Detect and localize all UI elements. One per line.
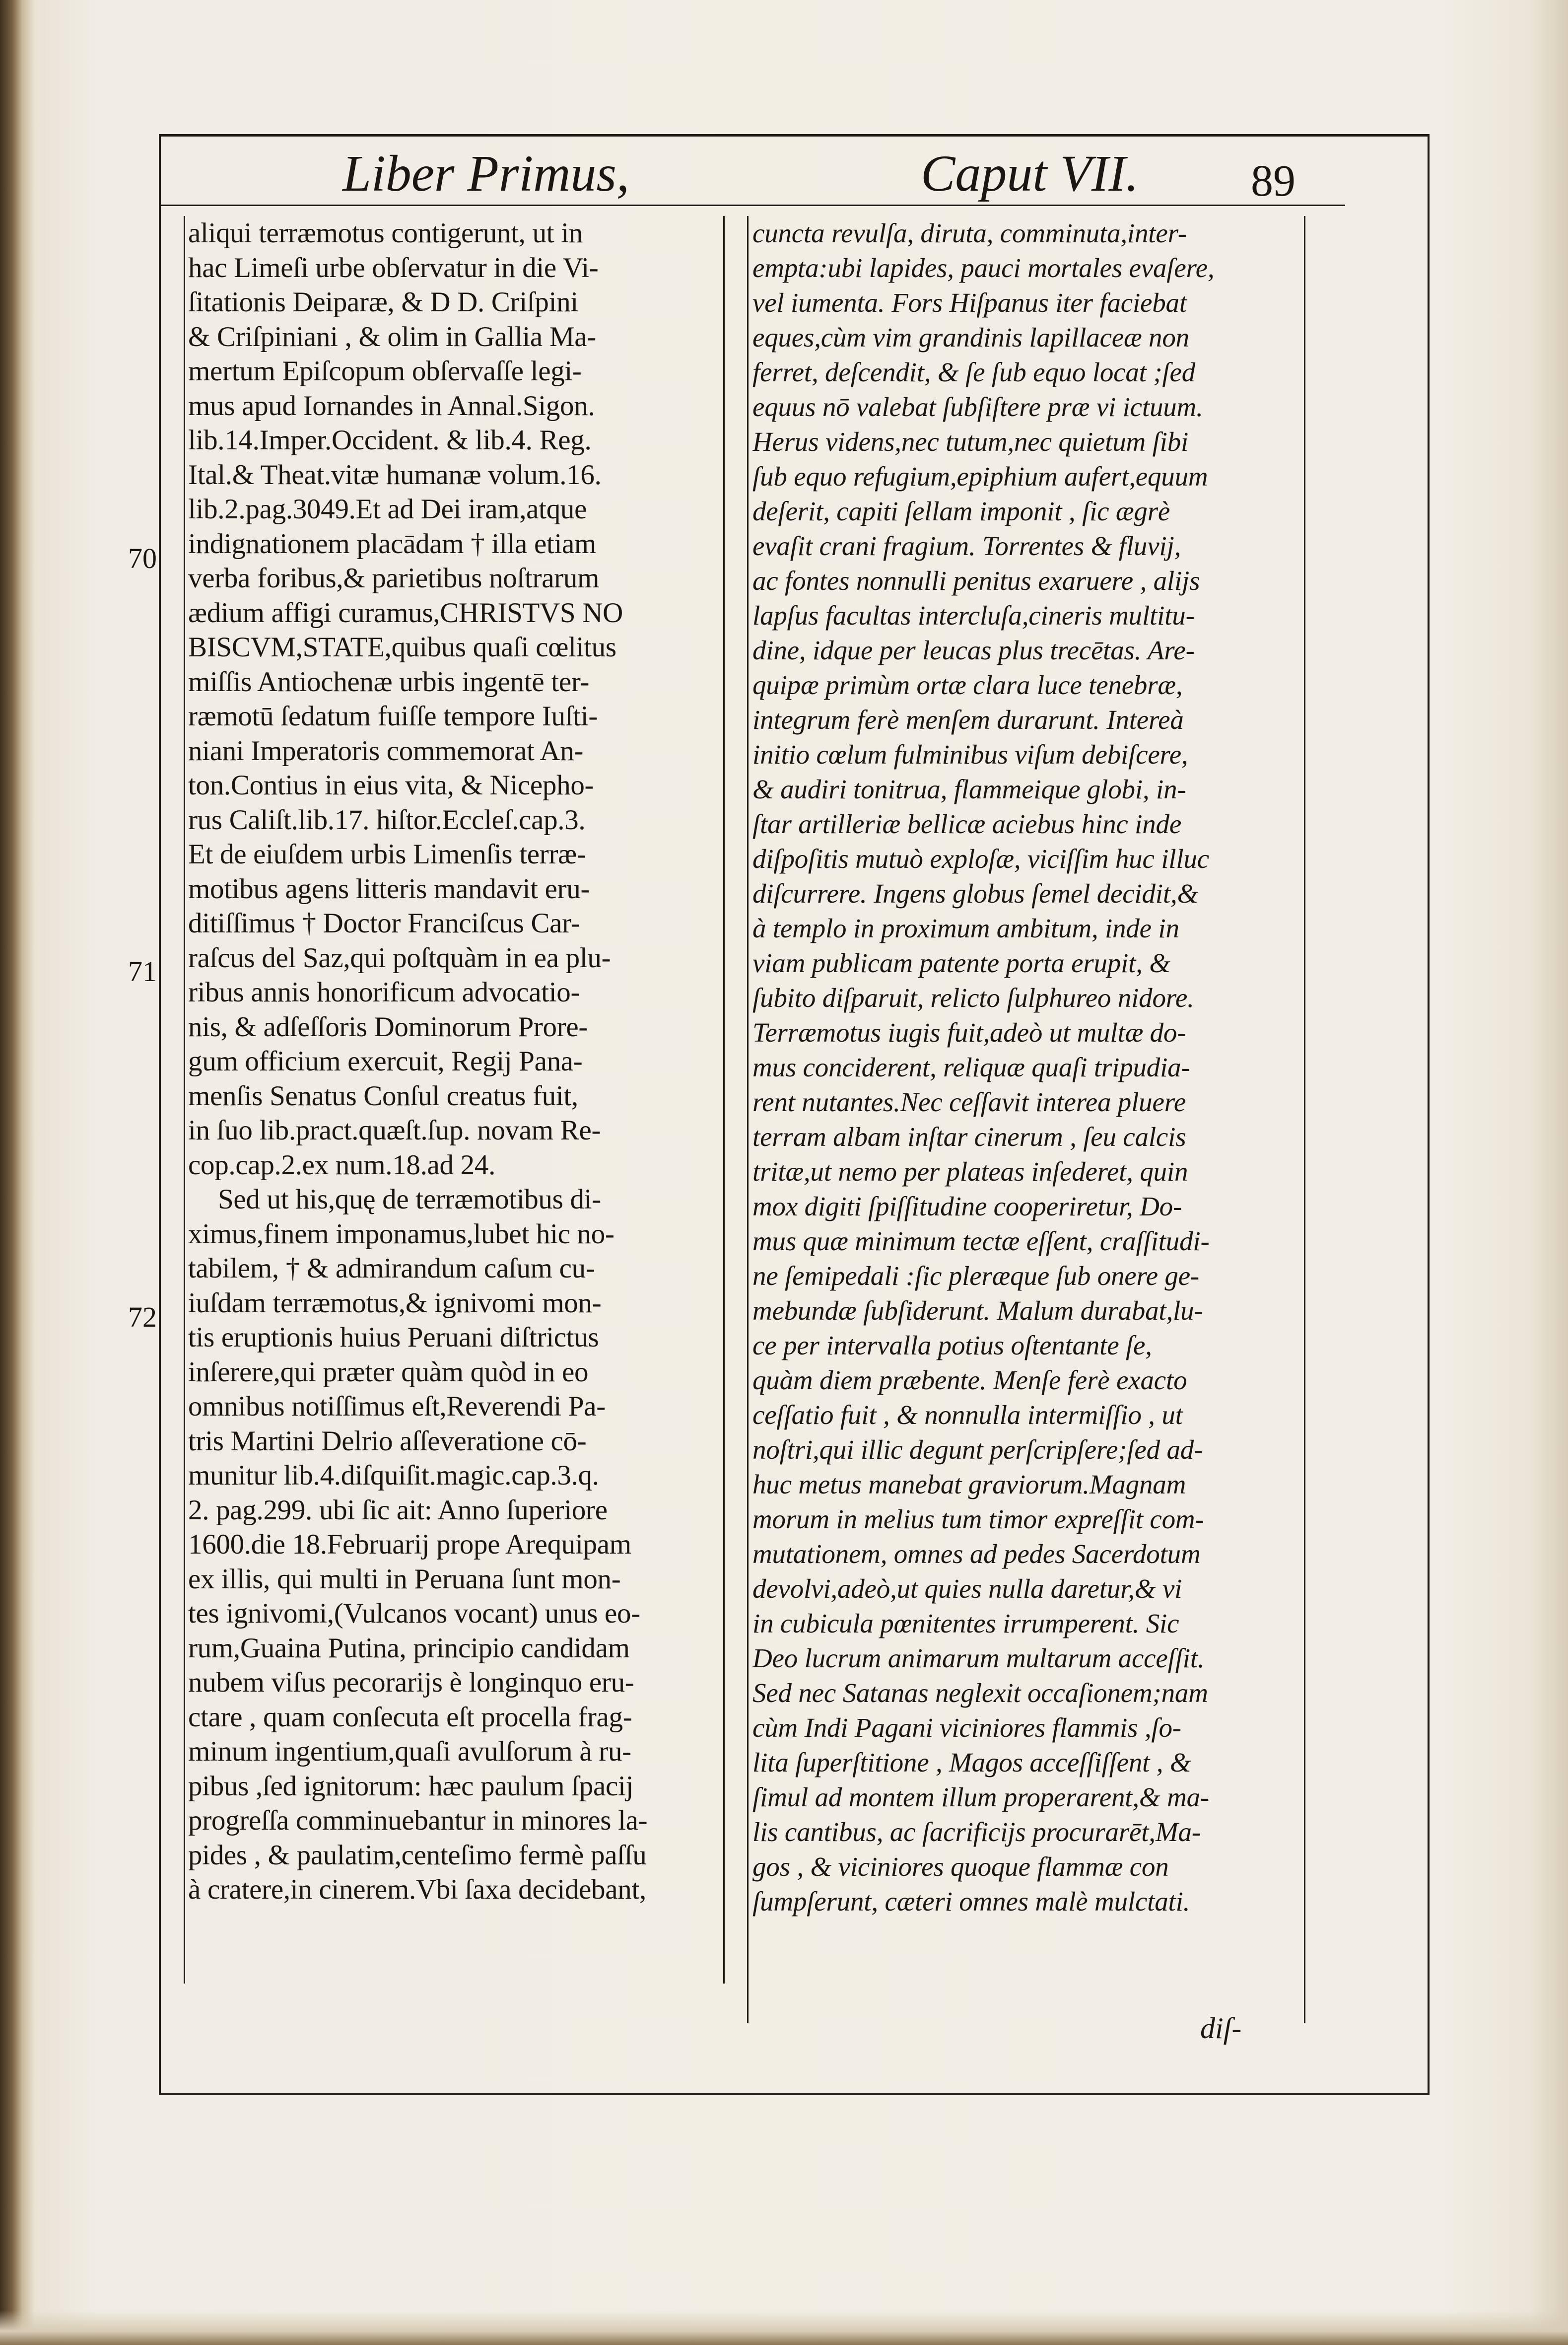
text-line: rus Caliſt.lib.17. hiſtor.Eccleſ.cap.3.: [188, 804, 586, 836]
text-line: progreſſa comminuebantur in minores la-: [188, 1805, 648, 1836]
text-line: diſpoſitis mutuò exploſæ, viciſſim huc illuc: [752, 844, 1209, 874]
text-line: & Criſpiniani , & olim in Gallia Ma-: [188, 321, 596, 353]
text-line: pides , & paulatim,centeſimo fermè paſſu: [188, 1839, 647, 1871]
text-line: equus nō valebat ſubſiſtere præ vi ictuum.: [752, 392, 1203, 422]
text-line: mebundæ ſubſiderunt. Malum durabat,lu-: [752, 1295, 1203, 1326]
text-line: mus quæ minimum tectæ eſſent, craſſitudi-: [752, 1226, 1210, 1256]
text-line: quipæ primùm ortæ clara luce tenebræ,: [752, 670, 1183, 700]
text-line: tris Martini Delrio aſſeveratione cō-: [188, 1425, 587, 1457]
text-line: tis eruptionis huius Peruani diſtrictus: [188, 1322, 599, 1353]
text-line: menſis Senatus Conſul creatus fuit,: [188, 1080, 578, 1112]
text-line: ſumpſerunt, cæteri omnes malè mulctati.: [752, 1886, 1190, 1917]
text-line: BISCVM,STATE,quibus quaſi cœlitus: [188, 632, 616, 663]
text-line: niani Imperatoris commemorat An-: [188, 735, 584, 767]
text-line: & audiri tonitrua, flammeique globi, in-: [752, 774, 1186, 804]
running-head-book: Liber Primus,: [342, 145, 629, 202]
text-line: evaſit crani fragium. Torrentes & fluvij,: [752, 531, 1181, 561]
text-line: ex illis, qui multi in Peruana ſunt mon-: [188, 1563, 621, 1595]
text-line: Herus videns,nec tutum,nec quietum ſibi: [752, 426, 1189, 457]
text-line: ton.Contius in eius vita, & Nicepho-: [188, 770, 594, 801]
text-line: vel iumenta. Fors Hiſpanus iter faciebat: [752, 287, 1187, 318]
text-line: ſitationis Deiparæ, & D D. Criſpini: [188, 286, 578, 318]
text-line: inſerere,qui præter quàm quòd in eo: [188, 1356, 589, 1388]
text-line: initio cœlum fulminibus viſum debiſcere,: [752, 739, 1188, 770]
text-line: integrum ferè menſem durarunt. Intereà: [752, 705, 1184, 735]
text-line: morum in melius tum timor expreſſit com-: [752, 1504, 1204, 1534]
right-text-column: [747, 216, 1305, 2023]
text-line: rum,Guaina Putina, principio candidam: [188, 1632, 630, 1664]
text-line: gum officium exercuit, Regij Pana-: [188, 1046, 583, 1077]
text-line: ſtar artilleriæ bellicæ aciebus hinc inde: [752, 809, 1182, 839]
left-text-column: [184, 216, 725, 1984]
text-line: mus apud Iornandes in Annal.Sigon.: [188, 390, 595, 422]
text-line: tritæ,ut nemo per plateas inſederet, quin: [752, 1156, 1188, 1187]
text-line: iuſdam terræmotus,& ignivomi mon-: [188, 1287, 602, 1319]
text-line: ſub equo refugium,epiphium aufert,equum: [752, 461, 1208, 492]
text-line: hac Limeſi urbe obſervatur in die Vi-: [188, 252, 599, 284]
text-line: diſcurrere. Ingens globus ſemel decidit,&: [752, 878, 1199, 909]
text-line: cùm Indi Pagani viciniores flammis ,ſo-: [752, 1712, 1181, 1743]
text-line: ditiſſimus † Doctor Franciſcus Car-: [188, 908, 580, 939]
text-line: rent nutantes.Nec ceſſavit interea pluere: [752, 1087, 1186, 1117]
text-line: ne ſemipedali :ſic pleræque ſub onere ge-: [752, 1261, 1200, 1291]
text-line: lapſus facultas intercluſa,cineris multitu-: [752, 600, 1195, 631]
text-line: ræmotū ſedatum fuiſſe tempore Iuſti-: [188, 701, 598, 732]
text-line: mertum Epiſcopum obſervaſſe legi-: [188, 355, 582, 387]
text-line: lis cantibus, ac ſacrificijs procurarēt,Ma-: [752, 1817, 1201, 1847]
page-edge: [0, 2310, 1568, 2345]
text-line: omnibus notiſſimus eſt,Reverendi Pa-: [188, 1391, 606, 1422]
catchword: diſ-: [1200, 2012, 1242, 2045]
text-line: mox digiti ſpiſſitudine cooperiretur, Do-: [752, 1191, 1182, 1221]
text-line: nubem viſus pecorarijs è longinquo eru-: [188, 1667, 634, 1698]
text-line: cop.cap.2.ex num.18.ad 24.: [188, 1149, 496, 1181]
text-line: ceſſatio fuit , & nonnulla intermiſſio , ut: [752, 1400, 1183, 1430]
text-line: Et de eiuſdem urbis Limenſis terræ-: [188, 839, 586, 870]
text-line: miſſis Antiochenæ urbis ingentē ter-: [188, 666, 590, 698]
text-line: 1600.die 18.Februarij prope Arequipam: [188, 1529, 631, 1560]
text-line: à templo in proximum ambitum, inde in: [752, 913, 1179, 943]
text-line: pibus ,ſed ignitorum: hæc paulum ſpacij: [188, 1770, 634, 1802]
text-line: huc metus manebat graviorum.Magnam: [752, 1469, 1186, 1499]
text-line: ximus,finem imponamus,lubet hic no-: [188, 1218, 614, 1250]
text-line: minum ingentium,quaſi avulſorum à ru-: [188, 1736, 631, 1767]
text-line: nis, & adſeſſoris Dominorum Prore-: [188, 1011, 588, 1043]
text-line: deſerit, capiti ſellam imponit , ſic ægrè: [752, 496, 1170, 526]
text-line: devolvi,adeò,ut quies nulla daretur,& vi: [752, 1573, 1182, 1604]
text-line: ctare , quam conſecuta eſt procella frag-: [188, 1701, 632, 1733]
text-line: ribus annis honorificum advocatio-: [188, 977, 580, 1008]
text-line: gos , & viciniores quoque flammæ con: [752, 1851, 1169, 1882]
text-line: terram albam inſtar cinerum , ſeu calcis: [752, 1122, 1186, 1152]
text-line: verba foribus,& parietibus noſtrarum: [188, 563, 600, 594]
text-line: tabilem, † & admirandum caſum cu-: [188, 1253, 595, 1284]
text-line: tes ignivomi,(Vulcanos vocant) unus eo-: [188, 1598, 640, 1629]
text-line: mutationem, omnes ad pedes Sacerdotum: [752, 1539, 1201, 1569]
text-line: Deo lucrum animarum multarum acceſſit.: [752, 1643, 1205, 1673]
margin-number: 71: [128, 955, 157, 988]
text-line: eques,cùm vim grandinis lapillaceæ non: [752, 322, 1189, 353]
text-line: cuncta revulſa, diruta, comminuta,inter-: [752, 218, 1187, 248]
text-line: lib.2.pag.3049.Et ad Dei iram,atque: [188, 494, 587, 525]
text-line: ſimul ad montem illum properarent,& ma-: [752, 1782, 1210, 1812]
header-rule: [159, 205, 1345, 206]
running-head-chapter: Caput VII.: [921, 145, 1139, 202]
text-line: in ſuo lib.pract.quæſt.ſup. novam Re-: [188, 1115, 601, 1146]
text-line: lib.14.Imper.Occident. & lib.4. Reg.: [188, 425, 592, 456]
page-number: 89: [1251, 156, 1295, 206]
text-line: Sed ut his,quę de terræmotibus di-: [218, 1184, 601, 1215]
text-line: Ital.& Theat.vitæ humanæ volum.16.: [188, 459, 602, 491]
text-line: ac fontes nonnulli penitus exaruere , alijs: [752, 566, 1200, 596]
text-line: mus conciderent, reliquæ quaſi tripudia-: [752, 1052, 1190, 1082]
text-line: raſcus del Saz,qui poſtquàm in ea plu-: [188, 942, 611, 974]
text-line: dine, idque per leucas plus trecētas. Are-: [752, 635, 1195, 665]
text-line: aliqui terræmotus contigerunt, ut in: [188, 217, 583, 249]
text-line: ce per intervalla potius oſtentante ſe,: [752, 1330, 1152, 1360]
text-line: ædium affigi curamus,CHRISTVS NO: [188, 597, 623, 629]
text-line: in cubicula pœnitentes irrumperent. Sic: [752, 1608, 1179, 1638]
text-line: munitur lib.4.diſquiſit.magic.cap.3.q.: [188, 1460, 599, 1491]
text-line: lita ſuperſtitione , Magos acceſſiſſent , &: [752, 1747, 1191, 1777]
text-line: noſtri,qui illic degunt perſcripſere;ſed ad-: [752, 1434, 1203, 1465]
text-line: empta:ubi lapides, pauci mortales evaſere,: [752, 253, 1215, 283]
text-line: ſubito diſparuit, relicto ſulphureo nidore.: [752, 983, 1194, 1013]
text-line: indignationem placādam † illa etiam: [188, 528, 597, 560]
text-line: Sed nec Satanas neglexit occaſionem;nam: [752, 1678, 1208, 1708]
margin-number: 72: [128, 1301, 157, 1333]
text-line: à cratere,in cinerem.Vbi ſaxa decidebant,: [188, 1874, 646, 1905]
margin-number: 70: [128, 542, 157, 574]
text-line: motibus agens litteris mandavit eru-: [188, 873, 590, 905]
text-line: 2. pag.299. ubi ſic ait: Anno ſuperiore: [188, 1494, 608, 1526]
text-line: viam publicam patente porta erupit, &: [752, 948, 1170, 978]
text-line: Terræmotus iugis fuit,adeò ut multæ do-: [752, 1017, 1186, 1048]
text-line: ferret, deſcendit, & ſe ſub equo locat ;ſed: [752, 357, 1196, 387]
text-line: quàm diem præbente. Menſe ferè exacto: [752, 1365, 1187, 1395]
